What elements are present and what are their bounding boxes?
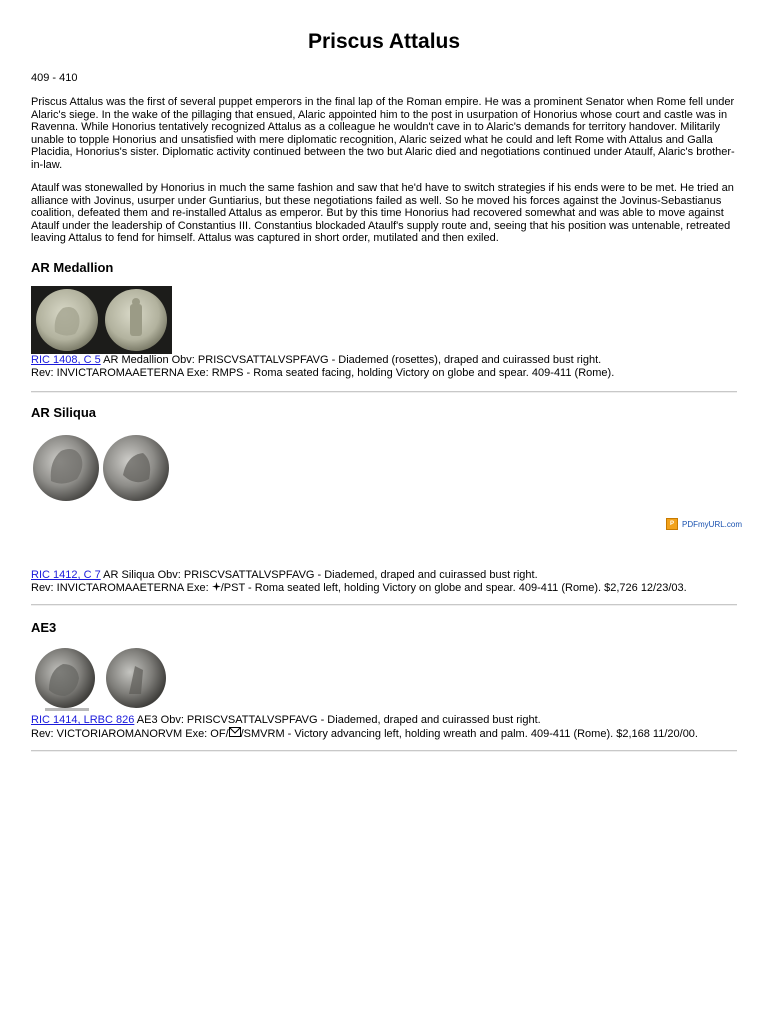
ar-siliqua-reverse-prefix: Rev: INVICTAROMAAETERNA Exe: (31, 581, 212, 594)
pdf-icon: P (666, 518, 678, 530)
ae3-obverse: AE3 Obv: PRISCVSATTALVSPFAVG - Diademed, draped and cuirassed bust right. (134, 714, 541, 726)
ae3-reverse-suffix: /SMVRM - Victory advancing left, holding wreath and palm. 409-411 (Rome). $2,168 11/20/00. (240, 727, 698, 740)
ar-medallion-coin-image (31, 286, 172, 354)
star-glyph-icon (212, 582, 221, 591)
ar-medallion-description (31, 354, 751, 379)
ar-siliqua-coin-image (31, 431, 172, 506)
biography-paragraph-2: Ataulf was stonewalled by Honorius in much the same fashion and saw that he'd have to switch strategies if his ends were to be met. He tried an alliance with Jovinus, usurper under Guntiarius, but these negotiations failed as well. So he moved his forces against the Jovinus-Sebastianus coalition, defeated them and re-installed Attalus as emperor. But by this time Honorius had recovered somewhat and was able to move against Ataulf under the leadership of Constantius III. Constantius blockaded Ataulf's supply route and, seeing that his position was untenable, retreated leaving Attalus to fend for himself. Attalus was captured in short order, mutilated and then exiled. (31, 182, 734, 245)
ar-siliqua-ref-link[interactable]: RIC 1412, C 7 (31, 569, 101, 581)
ae3-coin-image (31, 646, 172, 714)
section-divider (31, 391, 737, 393)
ar-siliqua-reverse-suffix: /PST - Roma seated left, holding Victory on globe and spear. 409-411 (Rome). $2,726 12/23/03. (220, 581, 687, 594)
ae3-ref-link[interactable]: RIC 1414, LRBC 826 (31, 714, 135, 726)
exergue-symbol-icon (229, 727, 241, 737)
page-title: Priscus Attalus (307, 30, 461, 53)
reign-dates: 409 - 410 (31, 72, 78, 84)
section-heading-ar-medallion: AR Medallion (31, 260, 114, 275)
ar-siliqua-description (31, 569, 751, 594)
pdfmyurl-watermark[interactable] (666, 518, 742, 530)
ae3-reverse-prefix: Rev: VICTORIAROMANORVM Exe: OF/ (31, 727, 229, 740)
ar-medallion-reverse: Rev: INVICTAROMAAETERNA Exe: RMPS - Roma seated facing, holding Victory on globe and spear. 409-411 (Rome). (31, 366, 615, 379)
section-heading-ae3: AE3 (31, 620, 57, 635)
ae3-description (31, 714, 751, 740)
section-divider (31, 604, 737, 606)
pdfmyurl-label: PDFmyURL.com (682, 519, 743, 529)
section-divider (31, 750, 737, 752)
section-heading-ar-siliqua: AR Siliqua (31, 405, 97, 420)
ar-medallion-obverse: AR Medallion Obv: PRISCVSATTALVSPFAVG - Diademed (rosettes), draped and cuirassed bust right. (100, 354, 602, 366)
svg-text:©: © (127, 346, 130, 351)
ar-medallion-ref-link[interactable]: RIC 1408, C 5 (31, 354, 101, 366)
biography-paragraph-1: Priscus Attalus was the first of several puppet emperors in the final lap of the Roman empire. He was a prominent Senator when Rome fell under Alaric's siege. In the wake of the pillaging that ensued, Alaric appointed him to the post in usurpation of Honorius whose court and castle was in Ravenna. While Honorius tentatively recognized Attalus as a colleague he wouldn't cave in to Alaric's demands for territory handover. Militarily unable to topple Honorius and unsatisfied with mere diplomatic recognition, Alaric seized what he could and left Rome with Attalus and Galla Placidia, Honorius's sister. Diplomatic activity continued between the two but Alaric died and negotiations continued under Ataulf, Alaric's brother-in-law. (31, 96, 735, 171)
ar-siliqua-obverse: AR Siliqua Obv: PRISCVSATTALVSPFAVG - Diademed, draped and cuirassed bust right. (100, 569, 538, 581)
